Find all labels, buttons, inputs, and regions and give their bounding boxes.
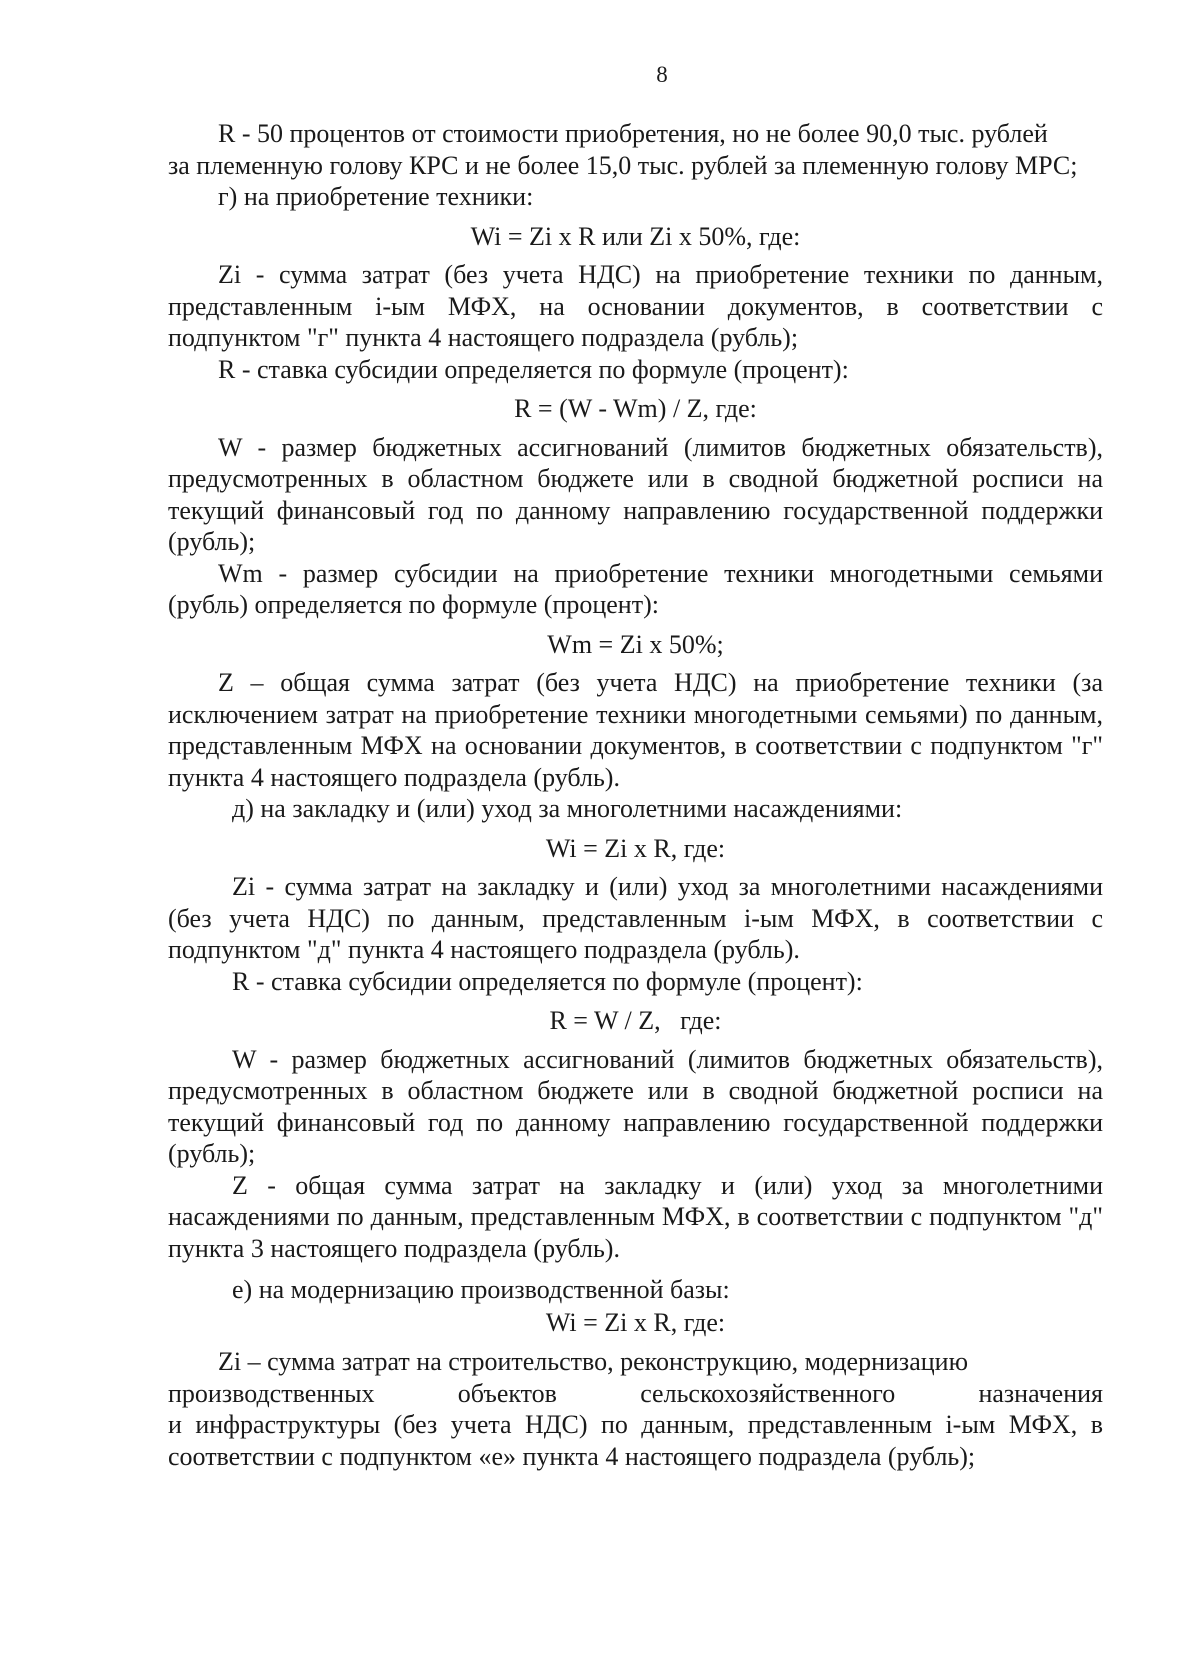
subitem-d-heading: д) на закладку и (или) уход за многолетними насаждениями: [232, 794, 903, 823]
page-number: 8 [656, 62, 668, 87]
subitem-g-heading: г) на приобретение техники: [218, 182, 534, 211]
paragraph-r-rate-g: R - ставка субсидии определяется по формуле (процент): [218, 354, 849, 384]
paragraph-zi-e [168, 1346, 1103, 1472]
paragraph-r-breeding-line2: за племенную голову КРС и не более 15,0 тыс. рублей за племенную голову МРС; [168, 150, 1078, 180]
paragraph-zi-g: Zi - сумма затрат (без учета НДС) на приобретение техники по данным, представленным i-ым МФХ, на основании документов, в соответствии с подпунктом "г" пункта 4 настоящего подраздела (рубль); [168, 260, 1103, 352]
subitem-e-heading: е) на модернизацию производственной базы: [232, 1275, 730, 1304]
formula-r-d: R = W / Z, где: [549, 1006, 722, 1035]
word-agricultural: сельскохозяйственного [640, 1378, 896, 1408]
paragraph-zi-e-line2 [168, 1378, 1103, 1410]
paragraph-w-d: W - размер бюджетных ассигнований (лимитов бюджетных обязательств), предусмотренных в областном бюджете или в сводной бюджетной росписи на текущий финансовый год по данному направлению государственной поддержки (рубль); [168, 1044, 1103, 1168]
paragraph-r-breeding-line1: R - 50 процентов от стоимости приобретения, но не более 90,0 тыс. рублей [218, 119, 1048, 148]
paragraph-zi-e-line1: Zi – сумма затрат на строительство, реконструкцию, модернизацию [218, 1347, 968, 1376]
formula-r-g: R = (W - Wm) / Z, где: [514, 394, 757, 423]
formula-wi-d: Wi = Zi x R, где: [545, 833, 726, 863]
document-body [168, 118, 1103, 1472]
formula-wm: Wm = Zi x 50%; [547, 629, 724, 659]
paragraph-z-d: Z - общая сумма затрат на закладку и (или) уход за многолетними насаждениями по данным, представленным МФХ, в соответствии с подпунктом "д" пункта 3 настоящего подраздела (рубль). [168, 1170, 1103, 1263]
paragraph-zi-d: Zi - сумма затрат на закладку и (или) уход за многолетними насаждениями (без учета НДС) по данным, представленным i-ым МФХ, в соответствии с подпунктом "д" пункта 4 настоящего подраздела (рубль). [168, 872, 1103, 964]
paragraph-z-g: Z – общая сумма затрат (без учета НДС) на приобретение техники (за исключением затрат на приобретение техники многодетными семьями) по данным, представленным МФХ на основании документов, в соответствии с подпунктом "г" пункта 4 настоящего подраздела (рубль). [168, 668, 1103, 792]
word-purpose: назначения [978, 1378, 1103, 1408]
word-objects: объектов [457, 1378, 557, 1408]
paragraph-r-rate-d: R - ставка субсидии определяется по формуле (процент): [232, 966, 863, 996]
paragraph-w-g: W - размер бюджетных ассигнований (лимитов бюджетных обязательств), предусмотренных в областном бюджете или в сводной бюджетной росписи на текущий финансовый год по данному направлению государственной поддержки (рубль); [168, 432, 1103, 556]
word-production: производственных [168, 1378, 375, 1408]
formula-wi-e: Wi = Zi x R, где: [545, 1307, 726, 1337]
paragraph-wm: Wm - размер субсидии на приобретение техники многодетными семьями (рубль) определяется по формуле (процент): [168, 558, 1103, 619]
formula-wi-g: Wi = Zi x R или Zi x 50%, где: [470, 221, 801, 251]
paragraph-zi-e-rest: и инфраструктуры (без учета НДС) по данным, представленным i-ым МФХ, в соответствии с подпунктом «е» пункта 4 настоящего подраздела (рубль); [168, 1410, 1103, 1471]
